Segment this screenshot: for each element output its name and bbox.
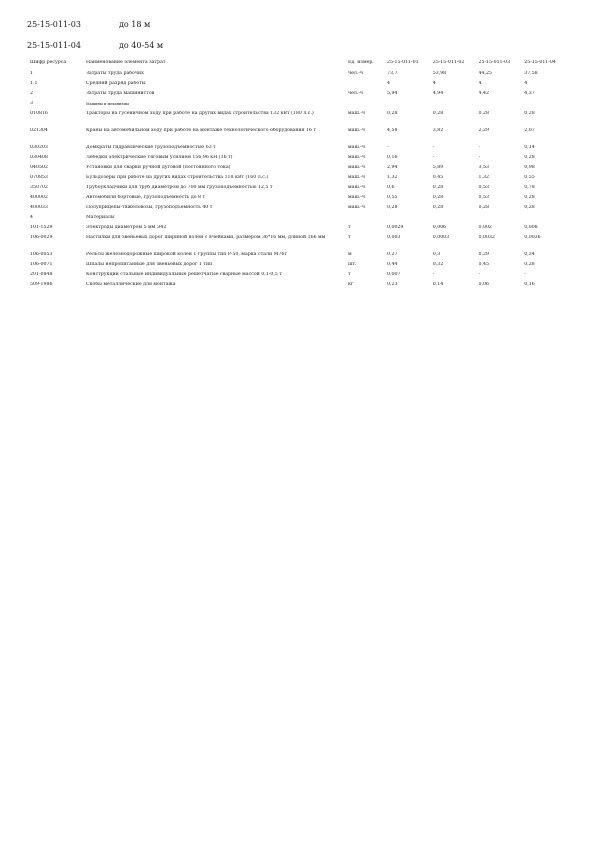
table-row: [30, 101, 570, 111]
norm-value-cell: [524, 215, 570, 225]
norm-value-cell: -: [524, 272, 526, 277]
norm-value-cell: [433, 215, 479, 225]
table-row: [30, 252, 570, 262]
norm-value-cell: 0,29: [478, 252, 489, 257]
table-row: [30, 145, 570, 155]
cost-element-name-cell: Трубоукладчики для труб диаметром до 700 мм грузоподъемностью 12,5 т: [86, 185, 273, 190]
norm-value-cell: -: [432, 145, 435, 150]
table-row: [30, 71, 570, 81]
column-header: Наименование элемента затрат: [86, 60, 166, 65]
norm-value-cell: 0,003: [387, 235, 401, 240]
norm-value-cell: 0,06: [478, 282, 489, 287]
norm-value-cell: 4,37: [524, 91, 535, 96]
cost-element-name-cell: Материалы: [86, 215, 115, 220]
norm-value-cell: 5,94: [387, 91, 398, 96]
norm-value-cell: 0,006: [432, 225, 447, 230]
resource-code-cell: 030203: [30, 145, 48, 150]
resource-code-cell: 030408: [30, 155, 48, 160]
unit-cell: маш.-ч: [348, 185, 365, 190]
norm-value-cell: -: [478, 272, 481, 277]
norm-value-cell: -: [432, 272, 435, 277]
norm-value-cell: 0,0029: [387, 225, 404, 230]
norm-value-cell: 0,28: [432, 185, 444, 190]
norm-value-cell: 0,28: [478, 111, 489, 116]
norm-value-cell: 0,55: [387, 195, 398, 200]
norm-value-cell: 1,32: [478, 175, 489, 180]
norm-value-cell: 2,94: [387, 165, 398, 170]
norm-value-cell: 2,29: [478, 128, 489, 133]
norm-value-cell: 4,94: [432, 91, 444, 96]
cost-element-name-cell: Затраты труда машинистов: [86, 91, 155, 96]
norm-value-cell: 0,28: [524, 155, 535, 160]
cost-element-name-cell: Затраты труда рабочих: [86, 71, 144, 76]
norm-value-cell: 0,002: [478, 225, 492, 230]
resource-code-cell: 3: [30, 101, 33, 106]
norm-value-cell: 53,98: [432, 71, 447, 76]
resource-code-cell: 106-0053: [30, 252, 53, 257]
cost-element-name-cell: Установки для сварки ручной дуговой (постоянного тока): [86, 165, 231, 170]
resource-code-cell: 101-1529: [30, 225, 53, 230]
cost-element-name-cell: Тракторы на гусеничном ходу при работе на других видах строительства 132 кВт (180 л.с.): [86, 111, 314, 116]
norm-value-cell: 0,008: [524, 225, 538, 230]
norm-value-cell: 4: [387, 81, 390, 86]
norm-value-cell: [387, 101, 433, 111]
norm-value-cell: 0,28: [432, 205, 444, 210]
table-row: [30, 282, 570, 292]
unit-cell: маш.-ч: [348, 195, 365, 200]
unit-cell: [348, 215, 387, 225]
table-row: [30, 155, 570, 165]
table-row: [30, 175, 570, 185]
unit-cell: кг: [348, 282, 354, 287]
column-header: Ед. измер.: [348, 60, 374, 65]
norm-value-cell: 0,28: [478, 205, 489, 210]
norm-value-cell: 0,6: [387, 185, 395, 190]
resource-code-cell: 106-0071: [30, 262, 53, 267]
norm-value-cell: 0,16: [524, 282, 535, 287]
cost-element-name-cell: Конструкции стальные индивидуальные решетчатые сварные массой 0,1-0,5 т: [86, 272, 282, 277]
norm-value-cell: -: [478, 145, 481, 150]
resource-code-cell: 201-0848: [30, 272, 53, 277]
unit-cell: т: [348, 225, 351, 230]
column-header: Шифр ресурса: [30, 60, 67, 65]
unit-cell: маш.-ч: [348, 165, 365, 170]
norm-value-cell: 0,0032: [478, 235, 495, 240]
norm-value-cell: 4,42: [478, 91, 489, 96]
norm-value-cell: 0,98: [524, 165, 535, 170]
norm-value-cell: 73,7: [387, 71, 398, 76]
unit-cell: маш.-ч: [348, 205, 365, 210]
unit-cell: т: [348, 272, 351, 277]
resource-code-cell: 509-1986: [30, 282, 53, 287]
norm-value-cell: 3,82: [432, 128, 444, 133]
header-code-2: 25-15-011-04: [27, 41, 81, 50]
norm-value-cell: 5,89: [432, 165, 444, 170]
norm-value-cell: 0,44: [387, 262, 398, 267]
unit-cell: маш.-ч: [348, 145, 365, 150]
cost-element-name-cell: Средний разряд работы: [86, 81, 146, 86]
norm-value-cell: 0,0003: [432, 235, 450, 240]
norm-value-cell: 0,28: [387, 205, 398, 210]
norm-value-cell: 4: [478, 81, 482, 86]
unit-cell: чел.-ч: [348, 91, 364, 96]
norm-value-cell: 0,32: [432, 262, 444, 267]
unit-cell: маш.-ч: [348, 111, 365, 116]
resource-table: [30, 60, 570, 292]
norm-value-cell: 0,78: [524, 185, 535, 190]
norm-value-cell: 3,53: [478, 165, 489, 170]
norm-value-cell: 0,34: [524, 252, 535, 257]
norm-value-cell: -: [387, 145, 389, 150]
table-row: [30, 185, 570, 195]
norm-value-cell: 4: [524, 81, 528, 86]
unit-cell: т: [348, 235, 351, 240]
resource-code-cell: 021304: [30, 128, 48, 133]
table-row: [30, 91, 570, 101]
table-row: [30, 81, 570, 91]
norm-value-cell: 0,3: [432, 252, 441, 257]
norm-value-cell: 0,14: [432, 282, 444, 287]
norm-value-cell: 0,16: [387, 155, 398, 160]
resource-code-cell: 010816: [30, 111, 48, 116]
norm-value-cell: 0,28: [524, 195, 535, 200]
column-header: 25-15-011-03: [478, 60, 511, 65]
resource-code-cell: 1: [30, 71, 33, 76]
table-header-row: [30, 60, 570, 71]
norm-value-cell: [479, 215, 525, 225]
table-row: [30, 111, 570, 128]
norm-value-cell: 0,55: [524, 175, 535, 180]
unit-cell: маш.-ч: [348, 175, 365, 180]
norm-value-cell: 1,32: [387, 175, 398, 180]
cost-element-name-cell: Электроды диаметром 5 мм Э42: [86, 225, 167, 230]
norm-value-cell: 4,58: [387, 128, 398, 133]
norm-value-cell: 0,0036: [524, 235, 541, 240]
norm-value-cell: 44,25: [478, 71, 492, 76]
cost-element-name-cell: Бульдозеры при работе на других видах строительства 118 кВт (160 л.с.): [86, 175, 269, 180]
cost-element-name-cell: Машины и механизмы: [86, 102, 129, 106]
resource-code-cell: 4: [30, 215, 33, 220]
cost-element-name-cell: Рельсы железнодорожные широкой колеи 1 группы тип P-50, марка стали М76т: [86, 252, 287, 257]
norm-value-cell: -: [478, 155, 481, 160]
table-row: [30, 215, 570, 225]
norm-value-cell: 0,28: [524, 262, 535, 267]
norm-value-cell: 0,28: [432, 111, 444, 116]
norm-value-cell: 0,007: [387, 272, 401, 277]
cost-element-name-cell: Автомобили бортовые, грузоподъемность до 8 т: [86, 195, 206, 200]
unit-cell: шт.: [348, 262, 357, 267]
norm-value-cell: [433, 101, 479, 111]
cost-element-name-cell: Лебедки электрические тяговым усилием 156,96 кН (16 т): [86, 155, 233, 160]
norm-value-cell: [479, 101, 525, 111]
table-row: [30, 205, 570, 215]
resource-code-cell: 350702: [30, 185, 48, 190]
resource-code-cell: 040502: [30, 165, 48, 170]
resource-code-cell: 070853: [30, 175, 48, 180]
resource-code-cell: 106-0029: [30, 235, 53, 240]
unit-cell: чел.-ч: [348, 71, 364, 76]
norm-value-cell: 0,53: [478, 185, 489, 190]
norm-value-cell: 4: [432, 81, 436, 86]
unit-cell: маш.-ч: [348, 128, 365, 133]
column-header: 25-15-011-02: [432, 60, 465, 65]
column-header: 25-15-011-04: [524, 60, 556, 65]
table-row: [30, 272, 570, 282]
table-row: [30, 225, 570, 235]
header-code-1: 25-15-011-03: [27, 20, 81, 29]
norm-value-cell: [387, 215, 433, 225]
table-row: [30, 235, 570, 252]
cost-element-name-cell: Настилки для звеньевых дорог шириной колеи с ячейками, размером 36*16 мм, длиной 166 мм: [86, 235, 326, 240]
norm-value-cell: 0,28: [524, 111, 535, 116]
norm-value-cell: 0,28: [524, 205, 535, 210]
norm-value-cell: 0,23: [387, 282, 398, 287]
norm-value-cell: 37,58: [524, 71, 538, 76]
norm-value-cell: 0,45: [478, 262, 489, 267]
cost-element-name-cell: Полуприцепы-тяжеловозы, грузоподъемность 40 т: [86, 205, 213, 210]
resource-code-cell: 400002: [30, 195, 48, 200]
unit-cell: маш.-ч: [348, 155, 365, 160]
unit-cell: [348, 81, 387, 91]
table-row: [30, 262, 570, 272]
norm-value-cell: 0,27: [387, 252, 398, 257]
table-row: [30, 165, 570, 175]
cost-element-name-cell: Краны на автомобильном ходу при работе на монтаже технологического оборудования 16 т: [86, 128, 317, 133]
resource-code-cell: 2: [30, 91, 33, 96]
norm-value-cell: 0,28: [432, 195, 444, 200]
table-row: [30, 128, 570, 145]
resource-code-cell: 1.1: [30, 81, 38, 86]
header-text-1: до 18 м: [119, 20, 151, 29]
cost-element-name-cell: Скобы металлические для монтажа: [86, 282, 176, 287]
norm-value-cell: -: [432, 155, 435, 160]
norm-value-cell: 0,53: [478, 195, 489, 200]
unit-cell: м: [348, 252, 352, 257]
table-row: [30, 195, 570, 205]
column-header: 25-15-011-01: [387, 60, 419, 65]
unit-cell: [348, 101, 387, 111]
norm-value-cell: 0,14: [524, 145, 535, 150]
cost-element-name-cell: Шпалы непропитанные для звеньевых дорог 1 тип: [86, 262, 213, 267]
norm-value-cell: 0,45: [432, 175, 444, 180]
resource-code-cell: 400033: [30, 205, 48, 210]
cost-element-name-cell: Домкраты гидравлические грузоподъемностью 63 т: [86, 145, 216, 150]
norm-value-cell: 2,07: [524, 128, 535, 133]
norm-value-cell: [524, 101, 570, 111]
header-text-2: до 40-54 м: [119, 41, 164, 50]
norm-value-cell: 0,28: [387, 111, 398, 116]
